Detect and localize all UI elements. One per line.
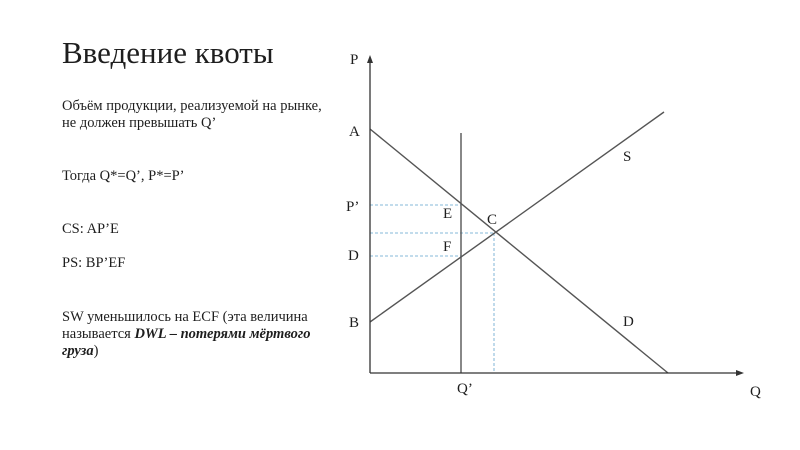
label-b: B [349, 315, 360, 331]
dwl-term: DWL – потерями мёртвого груза [62, 326, 311, 359]
label-f: F [443, 239, 452, 255]
quantity-axis-label: Q [750, 384, 761, 400]
slide-title: Введение квоты [62, 35, 274, 70]
producer-surplus-text: PS: BP’EF [62, 255, 126, 271]
social-welfare-text-start: SW уменьшилось на ECF (эта величина называется [62, 309, 308, 342]
label-d-price: D [348, 248, 359, 264]
consumer-surplus-text: CS: AP’E [62, 221, 119, 237]
label-e: E [443, 206, 453, 222]
label-a: A [349, 124, 360, 140]
label-q-prime: Q’ [457, 381, 473, 397]
social-welfare-text-end: ) [93, 343, 99, 359]
price-axis-arrow [367, 55, 373, 63]
label-s: S [623, 149, 632, 165]
supply-curve [370, 112, 664, 322]
label-p-prime: P’ [346, 199, 360, 215]
demand-curve [370, 129, 668, 373]
equilibrium-text: Тогда Q*=Q’, P*=P’ [62, 168, 185, 184]
label-d-curve: D [623, 314, 634, 330]
quantity-axis-arrow [736, 370, 744, 376]
price-axis-label: P [350, 52, 359, 68]
quota-condition-text: Объём продукции, реализуемой на рынке, не должен превышать Q’ [62, 98, 322, 131]
label-c: C [487, 212, 498, 228]
